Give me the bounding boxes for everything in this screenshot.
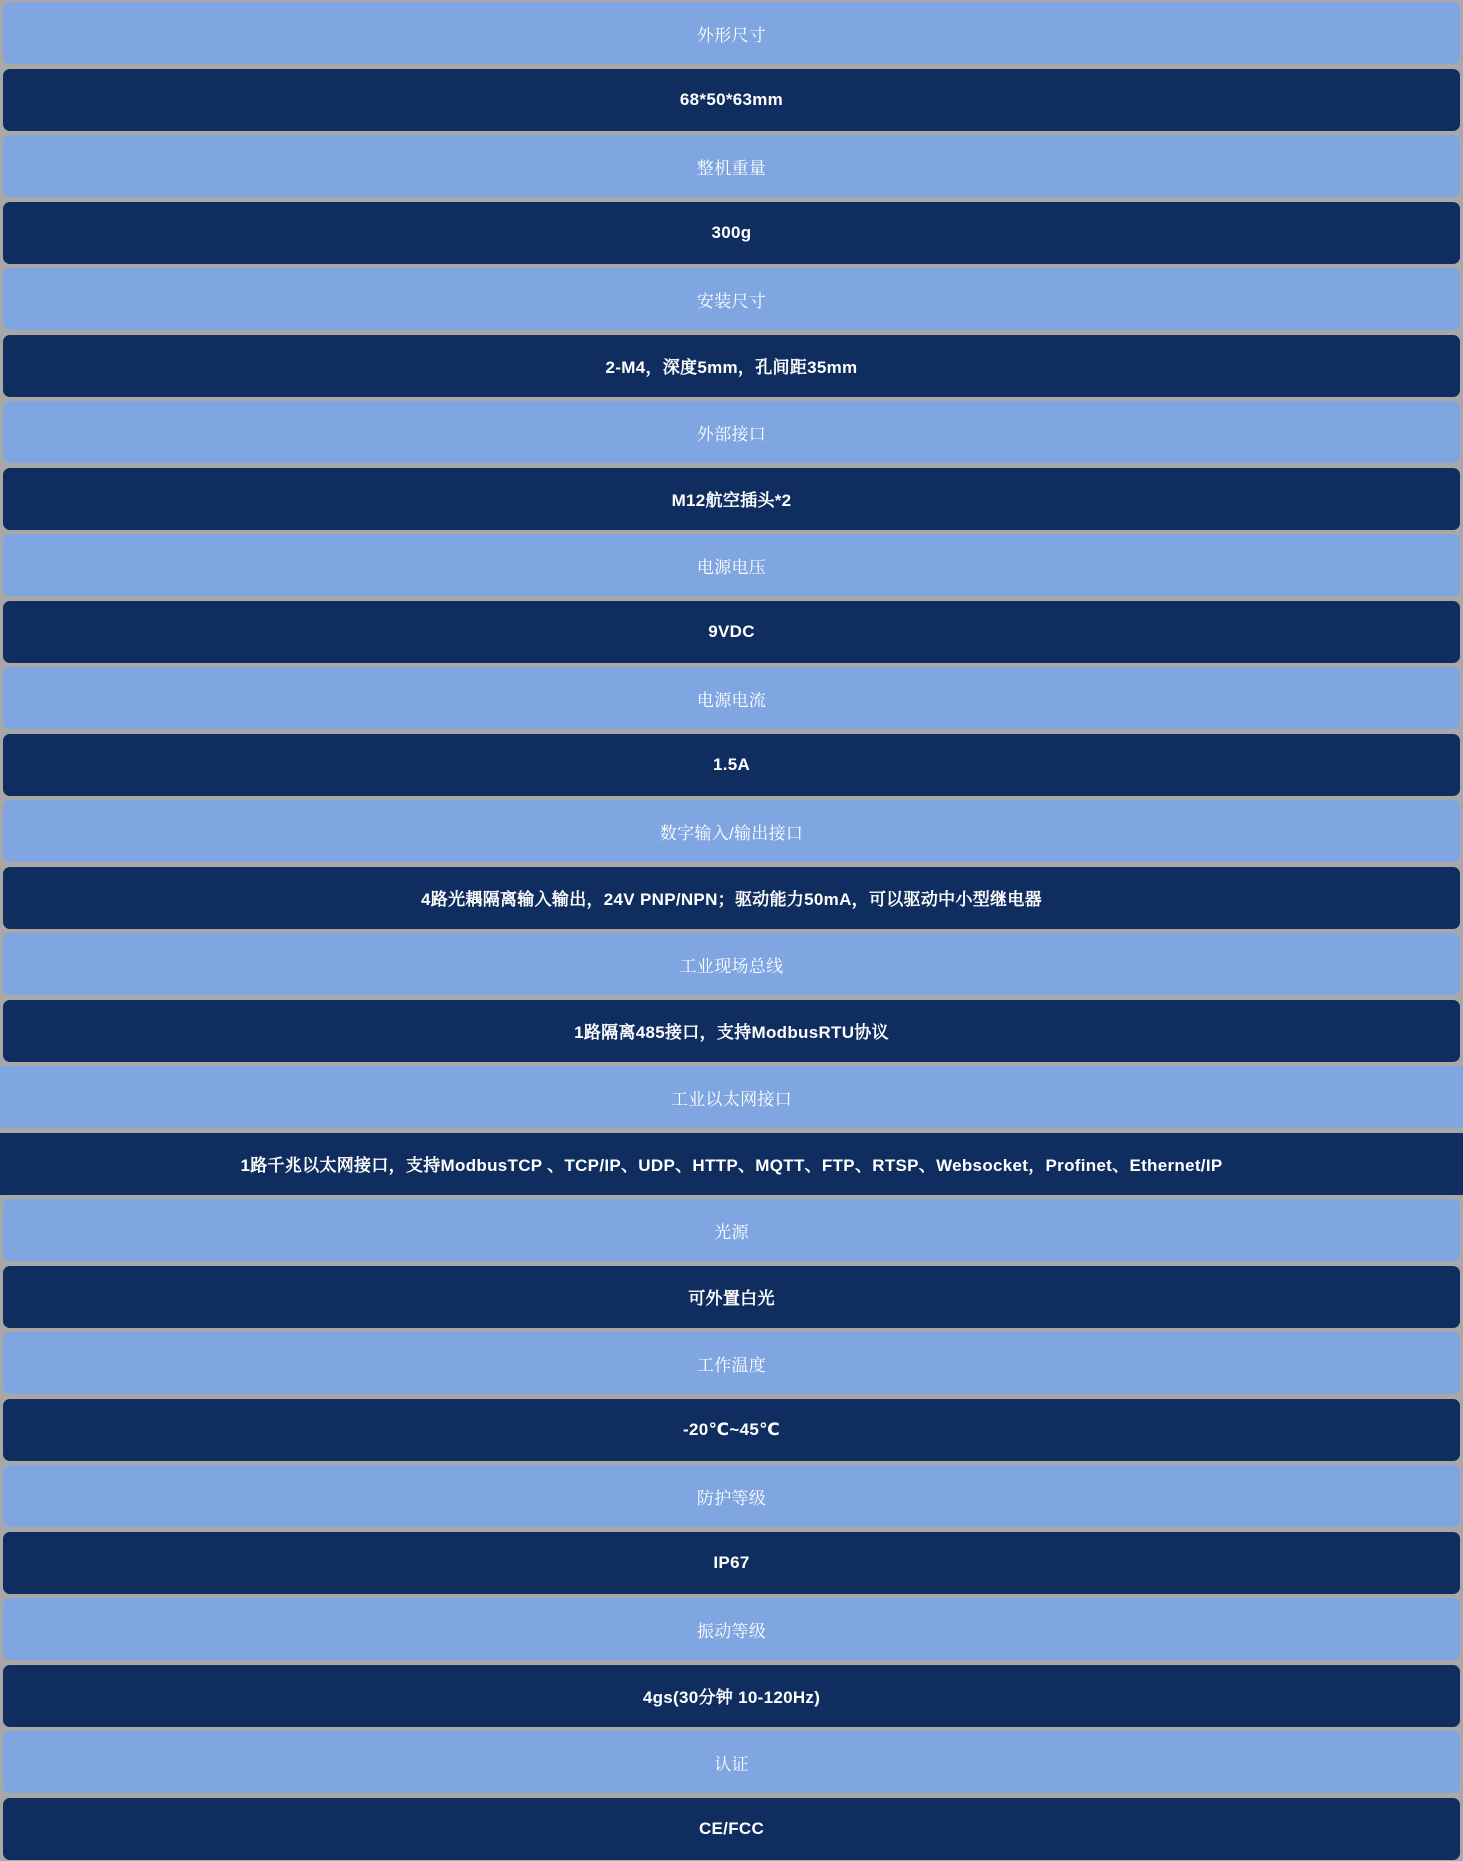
spec-value-row [3,1000,1460,1062]
spec-label-text: 防护等级 [696,1488,767,1508]
spec-value-text: 9VDC [708,621,755,641]
spec-label-row [3,1598,1460,1660]
spec-label-row [3,268,1460,330]
spec-value-text: CE/FCC [698,1818,765,1838]
spec-label-text: 电源电压 [696,557,767,577]
spec-value-text: 68*50*63mm [679,89,784,109]
spec-label-row [0,1066,1463,1128]
spec-label-text: 工业现场总线 [679,956,784,976]
spec-value-row [3,335,1460,397]
spec-label-row [3,135,1460,197]
spec-value-row [0,1133,1463,1195]
spec-label-text: 认证 [714,1754,749,1774]
spec-value-text: 2-M4，深度5mm，孔间距35mm [605,358,858,377]
spec-value-row [3,734,1460,796]
spec-label-text: 振动等级 [696,1621,767,1641]
spec-value-row [3,69,1460,131]
spec-label-text: 数字输入/输出接口 [659,823,804,843]
spec-value-text: 可外置白光 [688,1289,775,1308]
spec-label-text: 电源电流 [696,690,767,710]
spec-value-row [3,468,1460,530]
spec-value-text: IP67 [713,1552,750,1572]
spec-value-text: 1路隔离485接口，支持ModbusRTU协议 [574,1023,889,1042]
spec-label-row [3,401,1460,463]
spec-label-text: 外部接口 [696,424,767,444]
spec-value-text: 300g [711,222,752,242]
spec-value-row [3,1798,1460,1860]
spec-value-row [3,601,1460,663]
spec-value-row [3,1399,1460,1461]
spec-label-text: 外形尺寸 [696,25,767,45]
spec-label-text: 整机重量 [696,158,767,178]
spec-label-row [3,1199,1460,1261]
spec-value-row [3,867,1460,929]
spec-label-row [3,1332,1460,1394]
spec-label-row [3,667,1460,729]
spec-label-row [3,1731,1460,1793]
spec-value-row [3,202,1460,264]
spec-label-row [3,2,1460,64]
spec-value-row [3,1665,1460,1727]
spec-label-text: 光源 [714,1222,749,1242]
spec-value-text: 1路千兆以太网接口，支持ModbusTCP 、TCP/IP、UDP、HTTP、MQTT、FTP、RTSP、Websocket，Profinet、Ethernet/IP [240,1156,1223,1175]
spec-label-row [3,800,1460,862]
spec-value-text: M12航空插头*2 [671,491,792,510]
spec-label-text: 工业以太网接口 [670,1089,793,1109]
spec-value-row [3,1266,1460,1328]
spec-label-row [3,933,1460,995]
spec-label-row [3,534,1460,596]
spec-value-text: 1.5A [712,754,751,774]
spec-label-text: 安装尺寸 [696,291,767,311]
spec-value-text: 4gs(30分钟 10-120Hz) [642,1688,821,1707]
spec-value-row [3,1532,1460,1594]
spec-value-text: 4路光耦隔离输入输出，24V PNP/NPN；驱动能力50mA，可以驱动中小型继电器 [421,890,1042,909]
spec-label-row [3,1465,1460,1527]
spec-value-text: -20℃~45℃ [683,1419,780,1439]
spec-label-text: 工作温度 [696,1355,767,1375]
